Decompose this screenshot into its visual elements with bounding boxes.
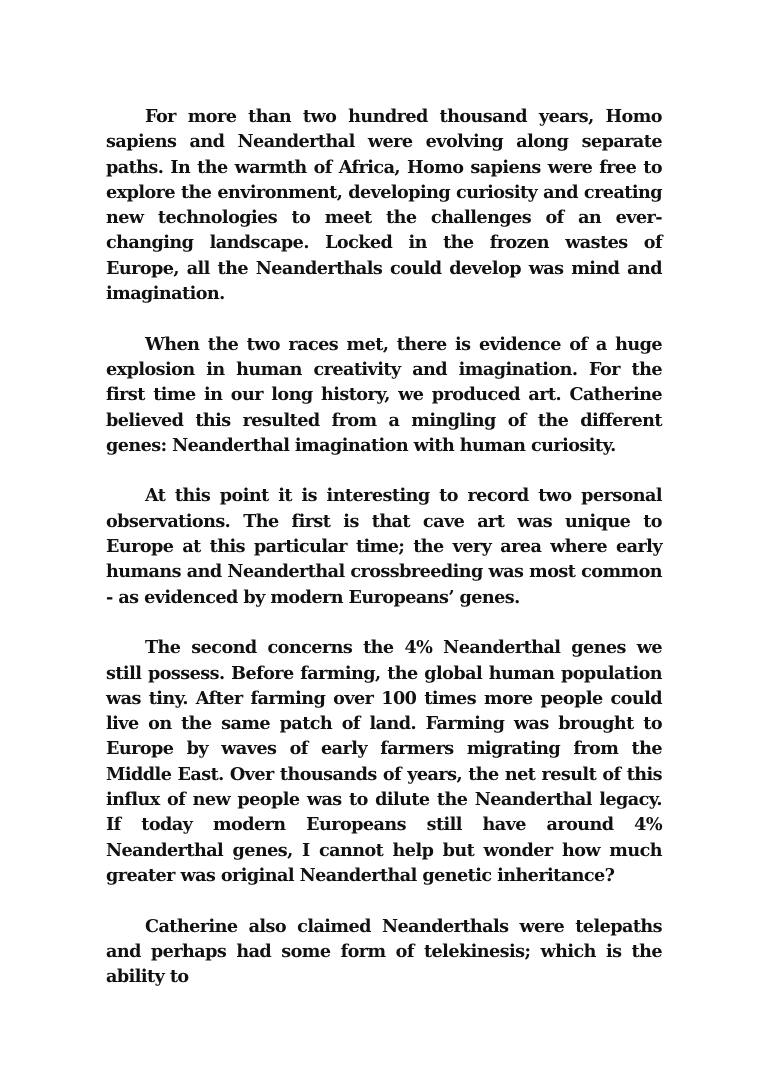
paragraph-2: When the two races met, there is evidence of a huge explosion in human creativity and imagination. For the first time in our long history, we produced art. Catherine believed this resulted from a mingling of the different genes: Neanderthal imagination with human curiosity. (106, 333, 662, 456)
paragraph-1: For more than two hundred thousand years, Homo sapiens and Neanderthal were evolving along separate paths. In the warmth of Africa, Homo sapiens were free to explore the environment, developing curiosity and creating new technologies to meet the challenges of an ever-changing landscape. Locked in the frozen wastes of Europe, all the Neanderthals could develop was mind and imagination. (106, 106, 662, 305)
paragraph-3: At this point it is interesting to record two personal observations. The first is that cave art was unique to Europe at this particular time; the very area where early humans and Neanderthal crossbreeding was most common - as evidenced by modern Europeans’ genes. (106, 485, 662, 608)
document-page (106, 104, 662, 989)
paragraph-5: Catherine also claimed Neanderthals were telepaths and perhaps had some form of telekinesis; which is the ability to (106, 915, 662, 988)
paragraph-4: The second concerns the 4% Neanderthal genes we still possess. Before farming, the global human population was tiny. After farming over 100 times more people could live on the same patch of land. Farming was brought to Europe by waves of early farmers migrating from the Middle East. Over thousands of years, the net result of this influx of new people was to dilute the Neanderthal legacy. If today modern Europeans still have around 4% Neanderthal genes, I cannot help but wonder how much greater was original Neanderthal genetic inheritance? (106, 637, 662, 886)
